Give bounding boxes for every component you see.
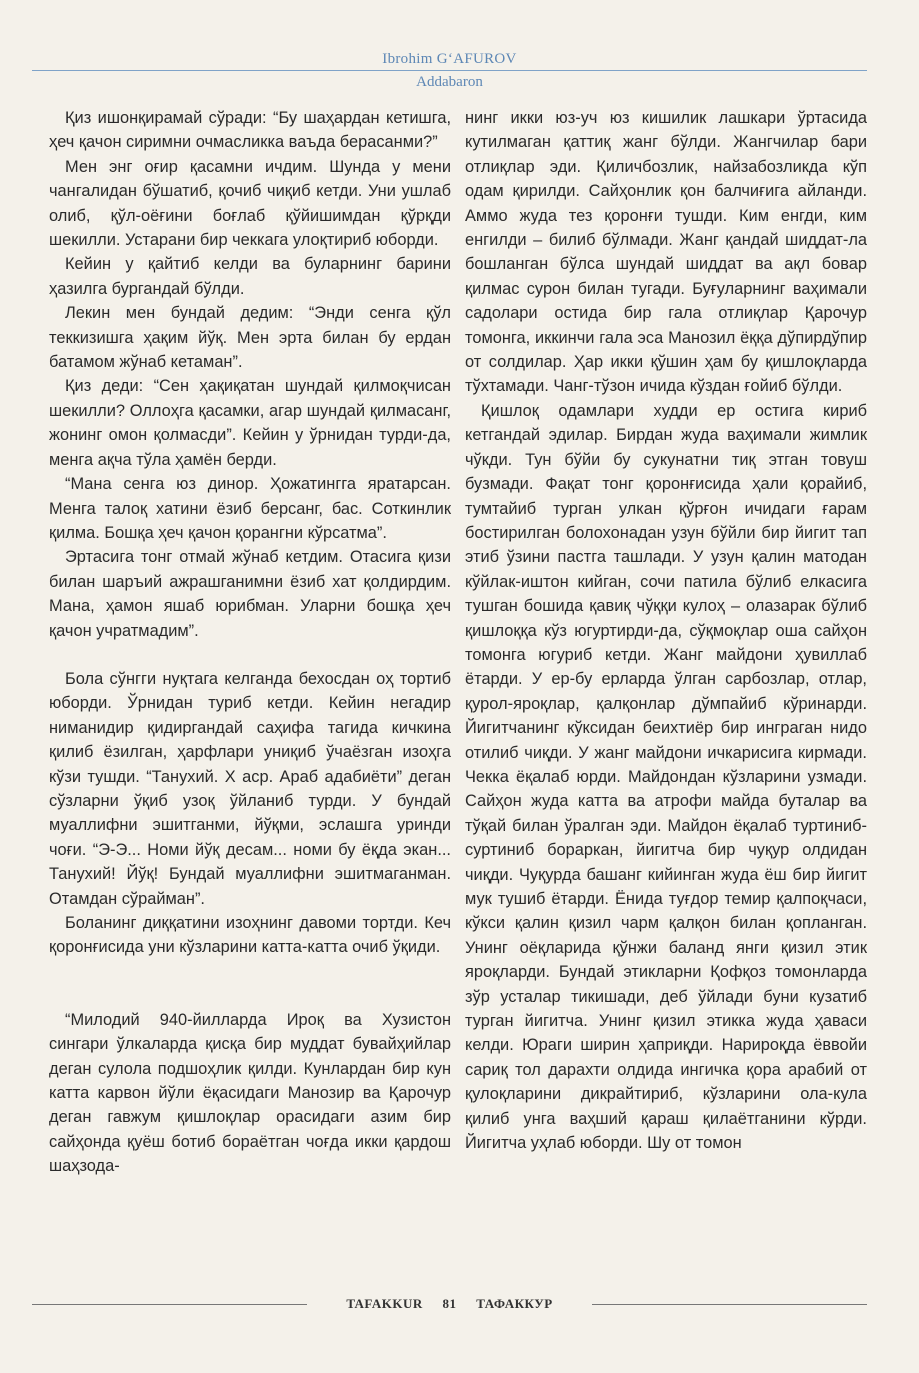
footer-journal-cyrillic: ТАФАККУР	[476, 1296, 553, 1311]
paragraph: нинг икки юз-уч юз кишилик лашкари ўртасида кутилмаган қаттиқ жанг бўлди. Жангчилар бари отлиқлар эди. Қиличбозлик, найзабозликда кўп одам қирилди. Сайҳонлик қон балчиғига айланди. Аммо жуда тез қоронғи тушди. Ким енгди, ким енгилди – билиб бўлмади. Жанг қандай шиддат-ла бошланган бўлса шундай шиддат ва ақл бовар қилмас сурон билан тугади. Буғуларнинг ваҳимали садолари остида бир гала отлиқлар Қарочур томонга, иккинчи гала эса Манозил ёққа дўпирдўпир от солдилар. Ҳар икки қўшин ҳам бу қишлоқларда тўхтамади. Чанг-тўзон ичида кўздан ғойиб бўлди.	[465, 109, 867, 396]
paragraph: Қиз деди: “Сен ҳақиқатан шундай қилмоқчисан шекилли? Оллоҳга қасамки, агар шундай қилмасанг, жонинг омон қолмасди”. Кейин у ўрнидан турди-да, менга ақча тўла ҳамён берди.	[49, 377, 451, 469]
running-header	[32, 50, 867, 92]
paragraph: Эртасига тонг отмай жўнаб кетдим. Отасига қизи билан шаръий ажрашганимни ёзиб хат қолдирдим. Мана, ҳамон яшаб юрибман. Уларни бошқа ҳеч қачон учратмадим”.	[49, 548, 451, 640]
footer-journal-latin: TAFAKKUR	[346, 1296, 423, 1311]
paragraph: Боланинг диққатини изоҳнинг давоми тортди. Кеч қоронғисида уни кўзларини катта-катта очиб ўқиди.	[49, 914, 451, 957]
header-author: Ibrohim G‘AFUROV	[382, 51, 517, 67]
footer-center	[317, 1296, 582, 1312]
right-column	[465, 106, 867, 1155]
left-column	[49, 106, 451, 1179]
paragraph: Қишлоқ одамлари худди ер остига кириб кетгандай эдилар. Бирдан жуда ваҳимали жимлик чўкди. Тун бўйи бу сукунатни тиқ этган товуш бузмади. Фақат тонг қоронғисида ҳали қорайиб, тумтайиб турган улкан қўрғон ичидаги ғарам бостирилган болохонадан узун бўйли бир йигит тап этиб ўзини пастга ташлади. У узун қалин матодан кўйлак-иштон кийган, сочи патила бўлиб елкасига тушган бошида қавиқ чўққи кулоҳ – олазарак бўлиб қишлоққа кўз югуртирди-да, сўқмоқлар оша сайҳон томонга югуриб кетди. Жанг майдони ҳувиллаб ётарди. У ер-бу ерларда ўлган сарбозлар, отлар, қурол-яроқлар, қалқонлар дўмпайиб кўринарди. Йигитчанинг кўксидан беихтиёр бир инграган нидо отилиб чиқди. У жанг майдони ичкарисига кирмади. Чекка ёқалаб юрди. Майдондан кўзларини узмади. Сайҳон жуда катта ва атрофи майда буталар ва тўқай билан ўралган эди. Майдон ёқалаб туртиниб-суртиниб бораркан, йигитча бир чуқур олдидан чиқди. Чуқурда башанг кийинган жуда ёш бир йигит мук тушиб ётарди. Ёнида туғдор темир қалпоқчаси, кўкси қалин қизил чарм қалқон билан қопланган. Унинг оёқларида қўнжи баланд янги қизил этик яроқларди. Бундай этикларни Қофқоз томонларда зўр усталар тикишади, деб ўйлади буни кузатиб турган йигитча. Унинг қизил этикка жуда ҳаваси келди. Юраги ширин ҳаприқди. Нарироқда ёввойи сариқ тол дарахти олдида ингичка қора арабий от қулоқларини дикрайтириб, кўзларини ола-кула қилиб унга ваҳший қараш қилаётганини кўрди. Йигитча уҳлаб юборди. Шу от томон	[465, 401, 867, 1153]
paragraph: Қиз ишонқирамай сўради: “Бу шаҳардан кетишга, ҳеч қачон сиримни очмасликка ваъда берасанми?”	[49, 109, 451, 152]
footer-rule-right	[592, 1304, 867, 1305]
paragraph: Кейин у қайтиб келди ва буларнинг барини ҳазилга бургандай бўлди.	[49, 255, 451, 298]
header-work-title: Addabaron	[416, 74, 483, 90]
page-number: 81	[442, 1296, 457, 1311]
paragraph: Бола сўнгги нуқтага келганда бехосдан оҳ тортиб юборди. Ўрнидан туриб кетди. Кейин негадир ниманидир қидиргандай саҳифа тагида кичкина қилиб ёзилган, ҳарфлари униқиб ўчаёзган изоҳга кўзи тушди. “Танухий. Х аср. Араб адабиёти” деган сўзларни ўқиб узоқ ўйланиб турди. У бундай муаллифни эшитганми, йўқми, эслашга уринди чоғи. “Э-Э... Номи йўқ десам... номи бу ёқда экан... Танухий! Йўқ! Бундай муаллифни эшитмаганман. Отамдан сўрайман”.	[49, 669, 451, 908]
paragraph: “Мана сенга юз динор. Ҳожатингга яратарсан. Менга талоқ хатини ёзиб берсанг, бас. Соткинлик қилма. Бошқа ҳеч қачон қорангни кўрсатма”.	[49, 475, 451, 542]
paragraph: Лекин мен бундай дедим: “Энди сенга қўл теккизишга ҳақим йўқ. Мен эрта билан бу ердан батамом жўнаб кетаман”.	[49, 304, 451, 372]
paragraph: Мен энг оғир қасамни ичдим. Шунда у мени чангалидан бўшатиб, қочиб чиқиб кетди. Уни ушлаб олиб, қўл-оёғини боғлаб қўйишимдан қўрқди шекилли. Устарани бир чеккага улоқтириб юборди.	[49, 157, 451, 250]
page-footer	[32, 1294, 867, 1314]
footer-rule-left	[32, 1304, 307, 1305]
header-rule	[32, 70, 867, 71]
paragraph: “Милодий 940-йилларда Ироқ ва Хузистон сингари ўлкаларда қисқа бир муддат бувайҳийлар деган сулола подшоҳлик қилди. Кунлардан бир кун катта карвон йўли ёқасидаги Манозир ва Қарочур деган гавжум қишлоқлар орасидаги азим бир сайҳонда қуёш ботиб бораётган чоғда икки қардош шаҳзода-	[49, 1010, 451, 1176]
